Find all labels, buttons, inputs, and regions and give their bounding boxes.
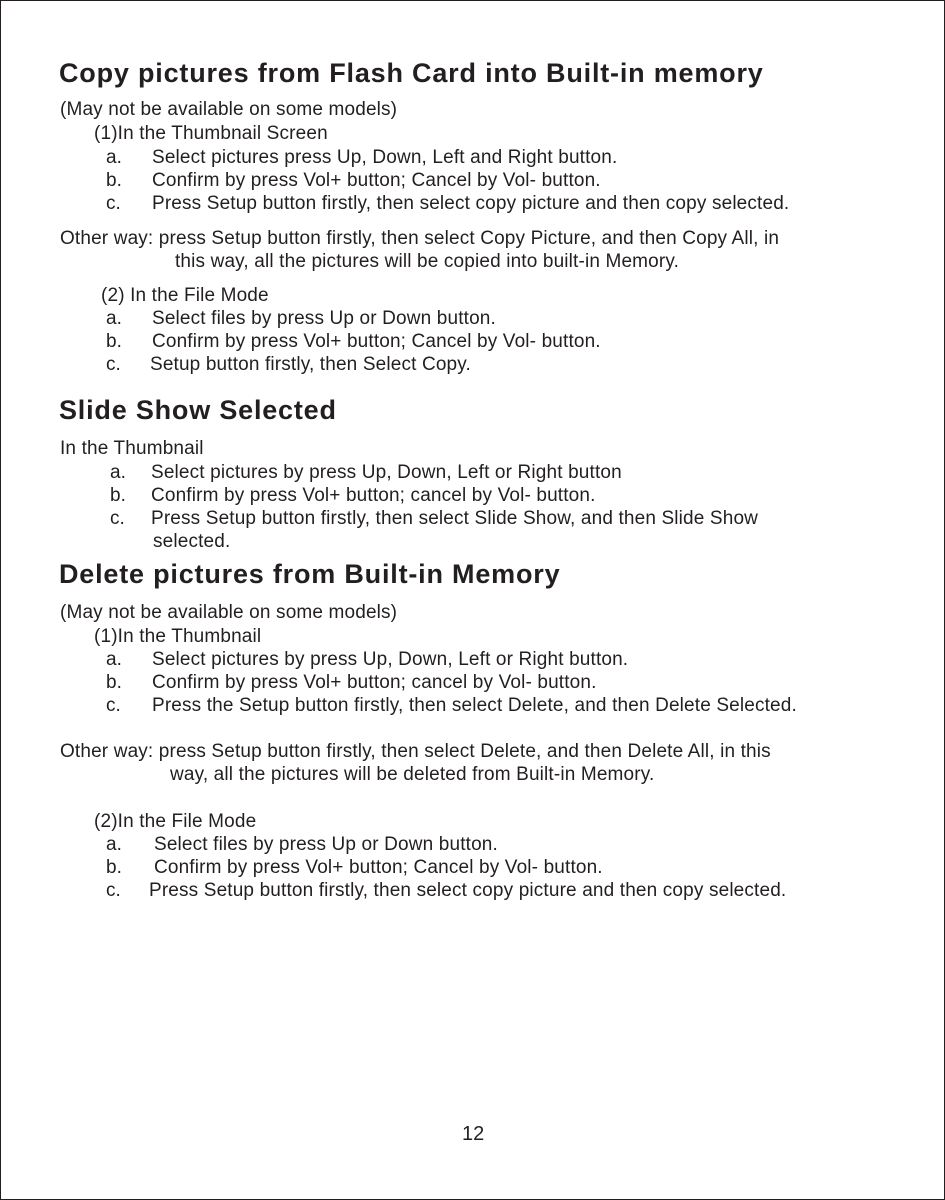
list-item-label: b.	[106, 170, 122, 191]
list-item-text: Confirm by press Vol+ button; cancel by Vol- button.	[151, 485, 596, 506]
list-item-text: Select pictures by press Up, Down, Left or Right button	[151, 462, 622, 483]
other-way-text: Other way: press Setup button firstly, then select Copy Picture, and then Copy All, in	[60, 228, 780, 249]
other-way-text-cont: way, all the pictures will be deleted from Built-in Memory.	[170, 764, 655, 785]
other-way-text-cont: this way, all the pictures will be copied into built-in Memory.	[175, 251, 680, 272]
list-item-text: Select pictures press Up, Down, Left and Right button.	[152, 147, 618, 168]
list-item-label: c.	[110, 508, 125, 529]
other-way-text: Other way: press Setup button firstly, then select Delete, and then Delete All, in this	[60, 741, 771, 762]
page-number: 12	[462, 1123, 485, 1145]
list-item-label: b.	[110, 485, 126, 506]
list-item-text: Confirm by press Vol+ button; Cancel by Vol- button.	[152, 331, 601, 352]
intro-text: In the Thumbnail	[60, 438, 204, 459]
subsection-title-thumbnail: (1)In the Thumbnail	[94, 626, 262, 647]
subsection-title-file-mode: (2) In the File Mode	[101, 285, 269, 306]
list-item-text: Press Setup button firstly, then select copy picture and then copy selected.	[152, 193, 790, 214]
list-item-text: Setup button firstly, then Select Copy.	[150, 354, 471, 375]
section-heading-copy-pictures: Copy pictures from Flash Card into Built-in memory	[59, 58, 764, 88]
list-item-text: Press the Setup button firstly, then select Delete, and then Delete Selected.	[152, 695, 797, 716]
list-item-label: c.	[106, 193, 121, 214]
list-item-label: c.	[106, 695, 121, 716]
list-item-label: a.	[106, 834, 122, 855]
list-item-label: b.	[106, 672, 122, 693]
list-item-text: Select files by press Up or Down button.	[154, 834, 498, 855]
list-item-label: c.	[106, 880, 121, 901]
subsection-title-thumbnail-screen: (1)In the Thumbnail Screen	[94, 123, 328, 144]
list-item-text-cont: selected.	[153, 531, 231, 552]
availability-note: (May not be available on some models)	[60, 602, 398, 623]
list-item-label: a.	[110, 462, 126, 483]
availability-note: (May not be available on some models)	[60, 99, 398, 120]
list-item-text: Press Setup button firstly, then select copy picture and then copy selected.	[149, 880, 787, 901]
list-item-label: b.	[106, 857, 122, 878]
section-heading-slide-show: Slide Show Selected	[59, 395, 337, 425]
list-item-text: Confirm by press Vol+ button; Cancel by Vol- button.	[152, 170, 601, 191]
list-item-label: a.	[106, 649, 122, 670]
list-item-label: b.	[106, 331, 122, 352]
list-item-text: Confirm by press Vol+ button; cancel by Vol- button.	[152, 672, 597, 693]
subsection-title-file-mode: (2)In the File Mode	[94, 811, 257, 832]
list-item-label: c.	[106, 354, 121, 375]
list-item-text: Select files by press Up or Down button.	[152, 308, 496, 329]
list-item-label: a.	[106, 308, 122, 329]
list-item-text: Press Setup button firstly, then select Slide Show, and then Slide Show	[151, 508, 759, 529]
list-item-text: Confirm by press Vol+ button; Cancel by Vol- button.	[154, 857, 603, 878]
list-item-label: a.	[106, 147, 122, 168]
list-item-text: Select pictures by press Up, Down, Left or Right button.	[152, 649, 629, 670]
section-heading-delete-pictures: Delete pictures from Built-in Memory	[59, 559, 561, 589]
